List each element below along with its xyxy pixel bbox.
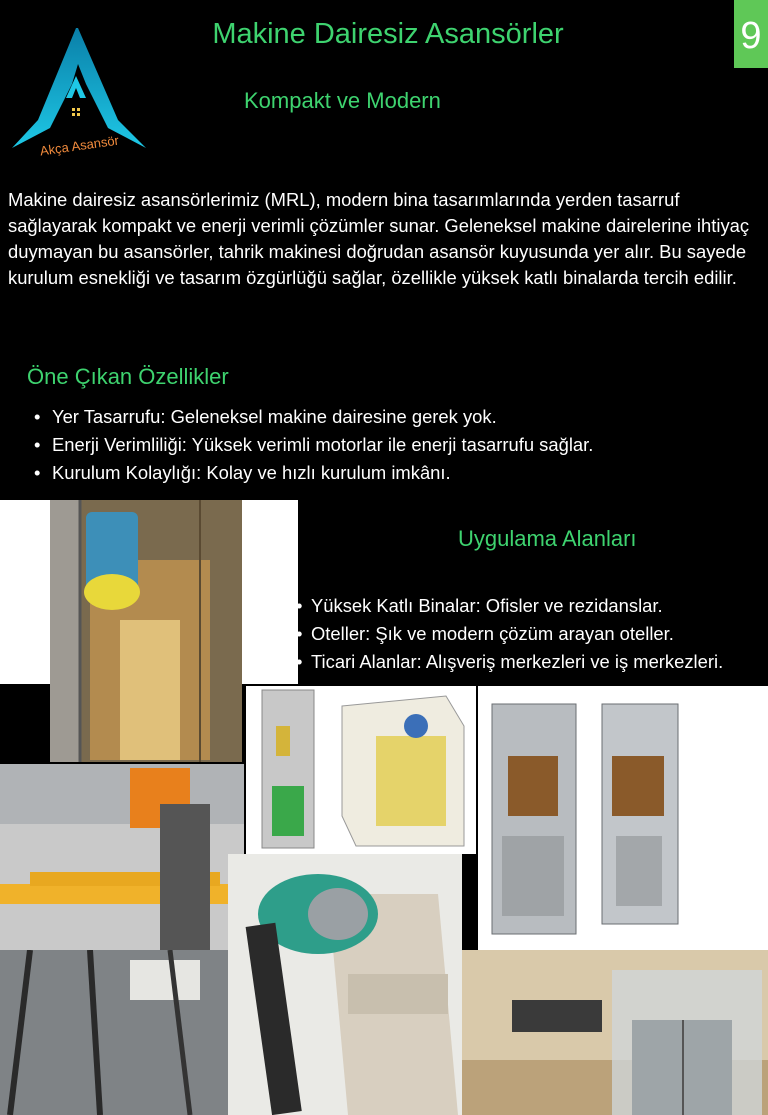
features-heading: Öne Çıkan Özellikler bbox=[27, 364, 229, 389]
intro-paragraph: Makine dairesiz asansörlerimiz (MRL), modern bina tasarımlarında yerden tasarruf sağlayarak kompakt ve enerji verimli çözümler sunar. Geleneksel makine dairelerine ihtiyaç duymayan bu asansörler, tahrik makinesi doğrudan asansör kuyusunda yer alır. Bu sayede kurulum esnekliği ve tasarım özgürlüğü sağlar, özellikle yüksek katlı binalarda tercih edilir. bbox=[8, 189, 750, 288]
applications-heading: Uygulama Alanları bbox=[458, 526, 637, 551]
page-title: Makine Dairesiz Asansörler bbox=[212, 18, 564, 50]
list-item: • Yer Tasarrufu: Geleneksel makine dairesine gerek yok. bbox=[28, 403, 593, 431]
logo-text: Akça Asansör bbox=[38, 132, 120, 159]
elevator-car-render bbox=[478, 686, 768, 950]
page-subtitle: Kompakt ve Modern bbox=[244, 88, 441, 113]
motor-closeup-photo bbox=[228, 854, 462, 1115]
page-number: 9 bbox=[734, 0, 768, 68]
mrl-elevator-render bbox=[246, 686, 476, 854]
glass-elevator-lobby-photo bbox=[462, 950, 768, 1115]
list-item: • Oteller: Şık ve modern çözüm arayan oteller. bbox=[296, 620, 723, 648]
traction-machine-photo bbox=[0, 764, 244, 950]
list-item: • Ticari Alanlar: Alışveriş merkezleri ve iş merkezleri. bbox=[296, 648, 723, 676]
features-list bbox=[28, 403, 593, 487]
hoistway-rails-photo bbox=[0, 950, 228, 1115]
list-item: • Enerji Verimliliği: Yüksek verimli motorlar ile enerji tasarrufu sağlar. bbox=[28, 431, 593, 459]
list-item: • Yüksek Katlı Binalar: Ofisler ve rezidanslar. bbox=[296, 592, 723, 620]
list-item: • Kurulum Kolaylığı: Kolay ve hızlı kurulum imkânı. bbox=[28, 459, 593, 487]
elevator-shaft-photo bbox=[50, 500, 242, 762]
applications-list bbox=[296, 592, 723, 676]
